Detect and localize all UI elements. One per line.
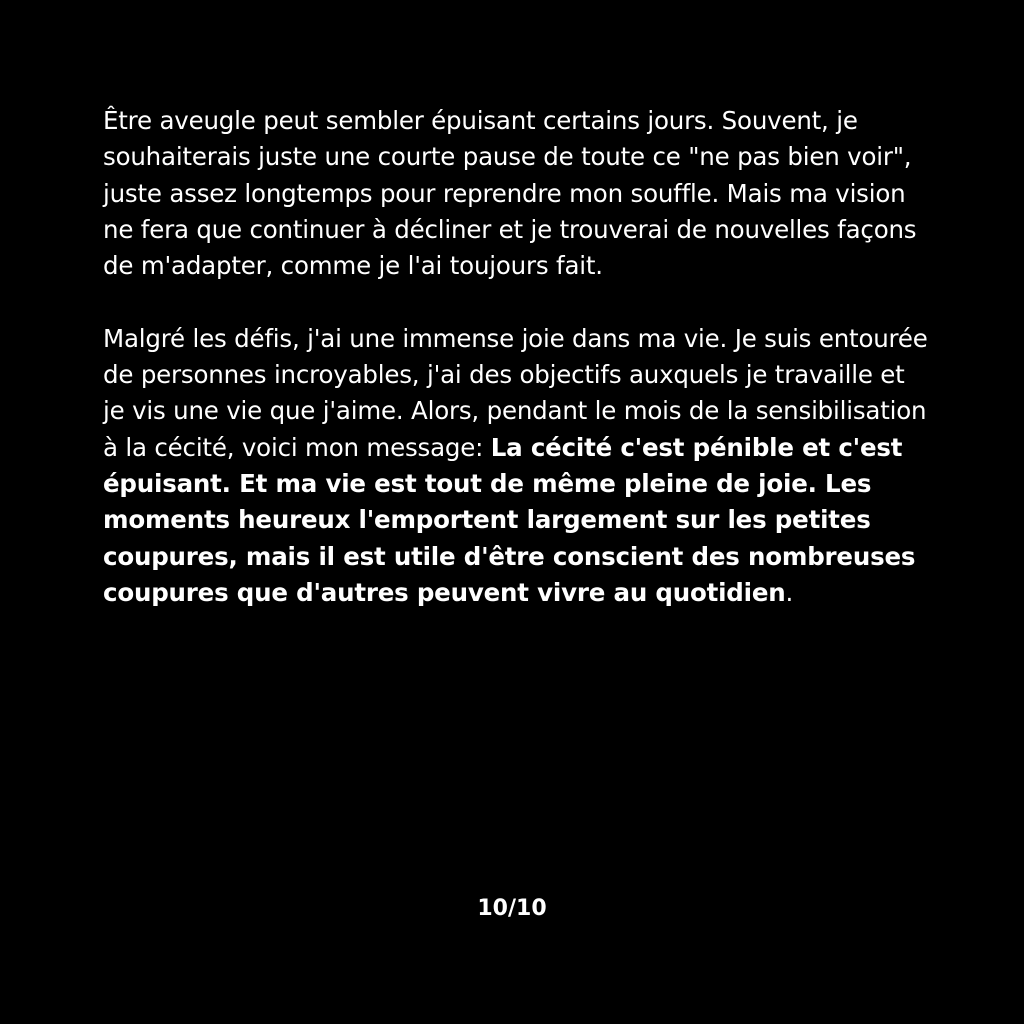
page-number: 10/10 — [477, 896, 547, 921]
text-content — [103, 103, 933, 611]
paragraph-2 — [103, 321, 933, 611]
paragraph-1: Être aveugle peut sembler épuisant certains jours. Souvent, je souhaiterais juste une courte pause de toute ce "ne pas bien voir", juste assez longtemps pour reprendre mon souffle. Mais ma vision ne fera que continuer à décliner et je trouverai de nouvelles façons de m'adapter, comme je l'ai toujours fait. — [103, 106, 917, 281]
paragraph-2-emphasis: La cécité c'est pénible et c'est épuisant. Et ma vie est tout de même pleine de joie. Les moments heureux l'emportent largement sur les petites coupures, mais il est utile d'être conscient des nombreuses coupures que d'autres peuvent vivre au quotidien — [103, 432, 916, 607]
paragraph-2-ending: . — [785, 577, 794, 607]
paragraph-2-intro: Malgré les défis, j'ai une immense joie dans ma vie. Je suis entourée de personnes incroyables, j'ai des objectifs auxquels je travaille et je vis une vie que j'aime. Alors, pendant le mois de la sensibilisation à la cécité, voici mon message: — [103, 323, 928, 462]
